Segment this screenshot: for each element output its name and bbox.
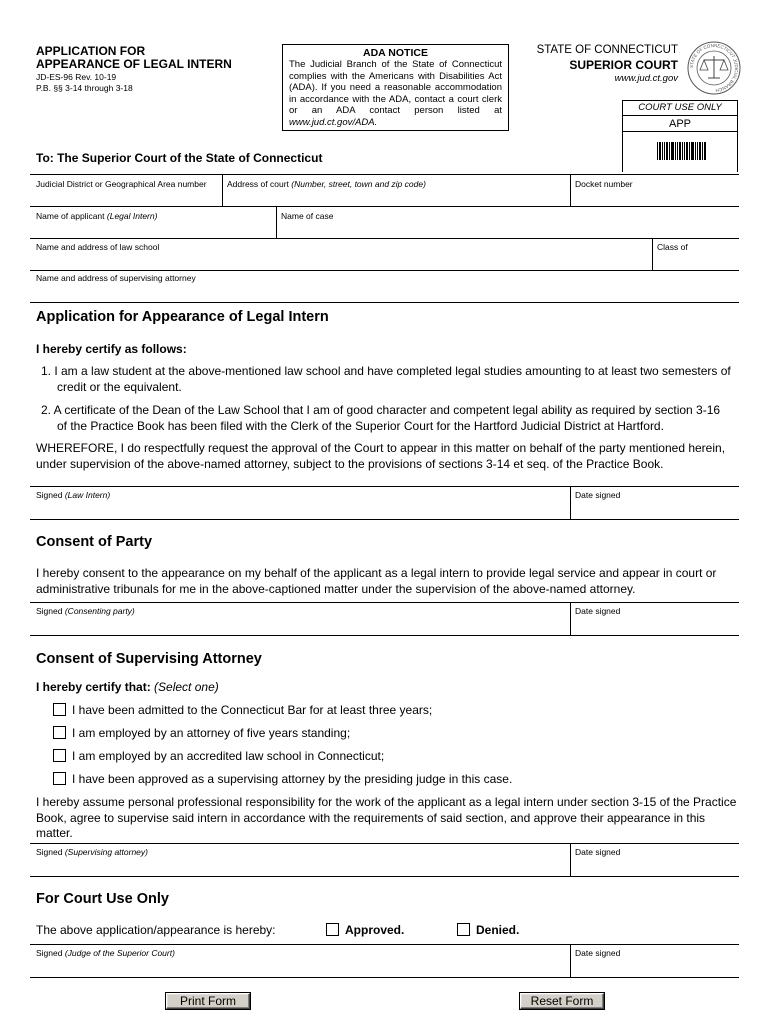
name-of-applicant-hint: (Legal Intern) (106, 211, 158, 221)
approved-label: Approved. (345, 923, 405, 937)
consent-party-section-title: Consent of Party (36, 534, 153, 550)
grid-line (30, 206, 739, 207)
ada-link[interactable]: www.jud.ct.gov/ADA. (289, 116, 378, 128)
grid-line (30, 302, 739, 303)
docket-number-input[interactable] (572, 186, 738, 205)
application-section-title: Application for Appearance of Legal Intern (36, 309, 329, 325)
ada-notice-body: The Judicial Branch of the State of Connecticut complies with the Americans with Disabilities Act (ADA). If you need a reasonable accommodation in accordance with the ADA, contact a court clerk or an ADA contact person listed at (289, 59, 502, 117)
reset-form-button[interactable]: Reset Form (520, 993, 604, 1009)
attorney-responsibility-paragraph: I hereby assume personal professional responsibility for the work of the applicant as a legal intern under section 3-15 of the Practice Book, agree to supervise said intern in accordance with the requirements of said section, and approve their appearance in this matter. (36, 795, 737, 840)
wherefore-paragraph: WHEREFORE, I do respectfully request the approval of the Court to appear in this matter on behalf of the party mentioned herein, under supervision of the above-named attorney, subject to the provisions of sections 3-14 et seq. of the Practice Book. (36, 441, 726, 471)
judicial-district-label: Judicial District or Geographical Area number (36, 179, 207, 189)
grid-divider (222, 174, 223, 206)
signed-text: Signed (36, 847, 63, 857)
attorney-certify-heading (36, 680, 219, 694)
intern-date-signed-label: Date signed (575, 490, 621, 500)
option-4-label: I have been approved as a supervising attorney by the presiding judge in this case. (72, 772, 513, 786)
party-date-signed-input[interactable] (572, 615, 738, 634)
court-use-only-label: COURT USE ONLY (623, 101, 737, 116)
class-of-input[interactable] (654, 250, 738, 269)
grid-line (30, 635, 739, 636)
grid-line (30, 602, 739, 603)
grid-divider (570, 602, 571, 635)
signed-hint: (Supervising attorney) (64, 847, 148, 857)
barcode-box-right (737, 132, 738, 172)
name-of-case-label: Name of case (281, 211, 334, 221)
name-of-applicant-input[interactable] (30, 218, 274, 237)
address-of-court-hint: (Number, street, town and zip code) (291, 179, 426, 189)
grid-line (30, 238, 739, 239)
law-school-label: Name and address of law school (36, 242, 160, 252)
grid-line (30, 977, 739, 978)
addressee: To: The Superior Court of the State of Connecticut (36, 151, 323, 165)
name-of-case-input[interactable] (278, 218, 738, 237)
option-3-checkbox[interactable] (53, 749, 66, 762)
state-judicial-seal-icon (686, 40, 742, 96)
law-school-input[interactable] (30, 250, 650, 269)
option-2-checkbox[interactable] (53, 726, 66, 739)
address-of-court-input[interactable] (224, 186, 568, 205)
attorney-signature-input[interactable] (30, 856, 568, 875)
court-use-text: The above application/appearance is hereby: (36, 923, 276, 937)
ada-notice-text (289, 59, 502, 129)
grid-line (30, 944, 739, 945)
intern-date-signed-input[interactable] (572, 499, 738, 518)
approved-checkbox[interactable] (326, 923, 339, 936)
grid-line (30, 486, 739, 487)
signed-text: Signed (36, 948, 63, 958)
grid-line (30, 843, 739, 844)
judicial-district-input[interactable] (30, 186, 220, 205)
barcode-icon (657, 142, 707, 160)
grid-divider (570, 486, 571, 519)
grid-line (30, 519, 739, 520)
court-use-section-title: For Court Use Only (36, 891, 169, 907)
signed-hint: (Law Intern) (64, 490, 111, 500)
denied-label: Denied. (476, 923, 520, 937)
grid-line (30, 174, 739, 175)
app-code: APP (668, 118, 691, 130)
attorney-date-signed-input[interactable] (572, 856, 738, 875)
barcode-box-left (622, 132, 623, 172)
judge-date-signed-label: Date signed (575, 948, 621, 958)
attorney-date-signed-label: Date signed (575, 847, 621, 857)
docket-number-label: Docket number (575, 179, 633, 189)
form-title-line2: APPEARANCE OF LEGAL INTERN (36, 57, 232, 71)
ada-notice-title: ADA NOTICE (363, 47, 428, 59)
option-1-checkbox[interactable] (53, 703, 66, 716)
denied-checkbox[interactable] (457, 923, 470, 936)
form-number: JD-ES-96 Rev. 10-19 (36, 72, 117, 82)
svg-text:STATE OF CONNECTICUT JUDICIAL: STATE OF CONNECTICUT JUDICIAL BRANCH (688, 42, 740, 93)
option-1-label: I have been admitted to the Connecticut Bar for at least three years; (72, 703, 433, 717)
signed-text: Signed (36, 490, 63, 500)
judge-date-signed-input[interactable] (572, 957, 738, 976)
grid-line (30, 876, 739, 877)
grid-divider (276, 206, 277, 238)
attorney-certify-hint: (Select one) (154, 680, 219, 694)
party-signature-input[interactable] (30, 615, 568, 634)
practice-book-reference: P.B. §§ 3-14 through 3-18 (36, 83, 133, 93)
court-use-only-box (622, 100, 738, 132)
supervising-attorney-input[interactable] (30, 282, 738, 301)
application-certify-heading: I hereby certify as follows: (36, 342, 187, 356)
signed-hint: (Consenting party) (64, 606, 135, 616)
class-of-label: Class of (657, 242, 688, 252)
grid-line (30, 270, 739, 271)
attorney-certify-text: I hereby certify that: (36, 680, 151, 694)
state-name: STATE OF CONNECTICUT (536, 44, 678, 56)
address-of-court-text: Address of court (227, 179, 289, 189)
signed-text: Signed (36, 606, 63, 616)
grid-divider (570, 944, 571, 977)
option-2-label: I am employed by an attorney of five years standing; (72, 726, 351, 740)
consent-party-paragraph: I hereby consent to the appearance on my behalf of the applicant as a legal intern to provide legal service and appear in court or administrative tribunals for me in the above-captioned matter under the supervision of the above-named attorney. (36, 566, 717, 596)
certification-item-2: 2. A certificate of the Dean of the Law School that I am of good character and competent legal ability as required by section 3-16 of the Practice Book has been filed with the Clerk of the Superior Court for the Hartford Judicial District at Hartford. (41, 403, 721, 433)
court-website[interactable]: www.jud.ct.gov (614, 73, 678, 84)
party-date-signed-label: Date signed (575, 606, 621, 616)
judge-signature-input[interactable] (30, 957, 568, 976)
certification-item-1: 1. I am a law student at the above-mentioned law school and have completed legal studies amounting to at least two semesters of credit or the equivalent. (41, 364, 731, 394)
supervising-attorney-label: Name and address of supervising attorney (36, 273, 196, 283)
print-form-button[interactable]: Print Form (166, 993, 250, 1009)
grid-divider (570, 843, 571, 876)
option-4-checkbox[interactable] (53, 772, 66, 785)
signed-hint: (Judge of the Superior Court) (64, 948, 175, 958)
grid-divider (652, 238, 653, 270)
grid-divider (570, 174, 571, 206)
consent-attorney-section-title: Consent of Supervising Attorney (36, 651, 262, 667)
intern-signature-input[interactable] (30, 499, 568, 518)
court-name: SUPERIOR COURT (569, 58, 678, 72)
name-of-applicant-text: Name of applicant (36, 211, 105, 221)
option-3-label: I am employed by an accredited law school in Connecticut; (72, 749, 385, 763)
form-title-line1: APPLICATION FOR (36, 44, 146, 58)
ada-notice-box (282, 44, 509, 131)
